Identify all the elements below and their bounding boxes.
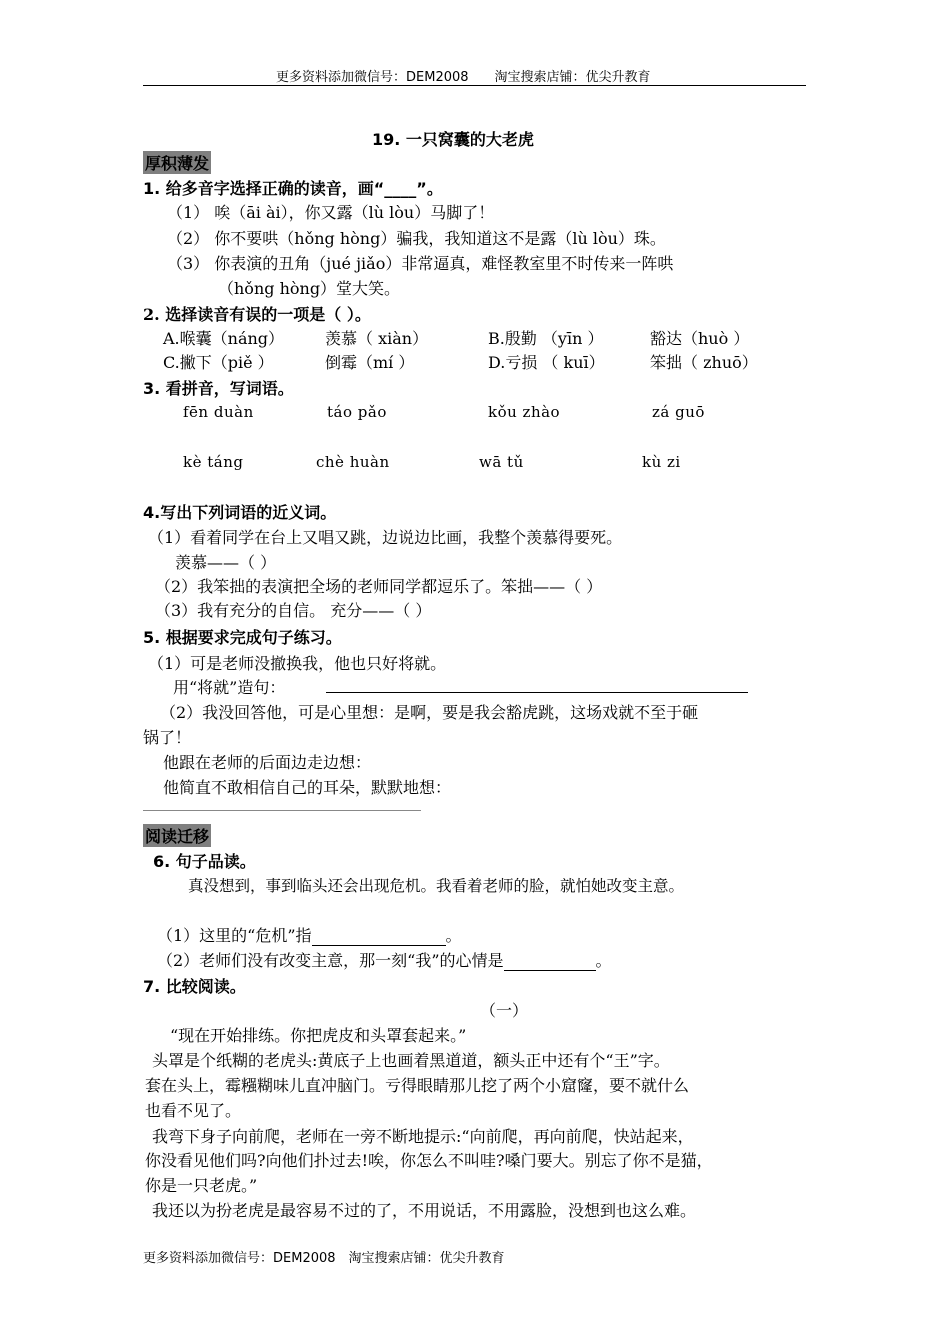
question-6-item-2 <box>157 948 612 971</box>
page-footer: 更多资料添加微信号：DEM2008 淘宝搜索店铺：优尖升教育 <box>143 1251 505 1266</box>
q2-option-c2: 倒霉（mí ） <box>325 353 415 372</box>
question-4-item: （2）我笨拙的表演把全场的老师同学都逗乐了。笨拙——（ ） <box>155 577 603 596</box>
passage-line: 头罩是个纸糊的老虎头:黄底子上也画着黑道道，额头正中还有个“王”字。 <box>152 1051 670 1070</box>
passage-line: 套在头上，霉糨糊味儿直冲脑门。亏得眼睛那儿挖了两个小窟窿，要不就什么 <box>145 1076 690 1095</box>
question-5-stem: 5. 根据要求完成句子练习。 <box>143 628 342 647</box>
passage-line: 你是一只老虎。” <box>145 1176 258 1195</box>
q2-option-a2: 羡慕（ xiàn） <box>325 329 429 348</box>
pinyin-item: fēn duàn <box>183 403 254 421</box>
q6-item2-text: （2）老师们没有改变主意，那一刻“我”的心情是 <box>157 951 504 970</box>
question-5-item: （2）我没回答他，可是心里想：是啊，要是我会豁虎跳，这场戏就不至于砸 <box>160 703 699 722</box>
question-5-item: 他跟在老师的后面边走边想： <box>163 753 372 772</box>
pinyin-item: chè huàn <box>316 453 390 471</box>
pinyin-item: zá guō <box>652 403 705 421</box>
question-2-stem: 2. 选择读音有误的一项是（ ）。 <box>143 305 371 324</box>
question-6-stem: 6. 句子品读。 <box>153 852 256 871</box>
page-header: 更多资料添加微信号：DEM2008 淘宝搜索店铺：优尖升教育 <box>276 70 651 85</box>
section-tag-accumulate: 厚积薄发 <box>143 151 211 174</box>
passage-line: 我弯下身子向前爬，老师在一旁不断地提示:“向前爬，再向前爬，快站起来， <box>152 1127 694 1146</box>
question-3-stem: 3. 看拼音，写词语。 <box>143 379 294 398</box>
q6-item2-end: 。 <box>595 951 612 970</box>
question-1-item: （2） 你不要哄（hǒng hòng）骗我，我知道这不是露（lù lòu）珠。 <box>167 229 666 248</box>
passage-line: 我还以为扮老虎是最容易不过的了，不用说话，不用露脸，没想到也这么难。 <box>152 1201 697 1220</box>
passage-line: “现在开始排练。你把虎皮和头罩套起来。” <box>170 1026 467 1045</box>
question-5-item: （1）可是老师没撤换我，他也只好将就。 <box>148 654 447 673</box>
q2-option-c: C.撇下（piě ） <box>163 353 274 372</box>
question-7-stem: 7. 比较阅读。 <box>143 977 246 996</box>
question-1-item: （1） 唉（āi ài），你又露（lù lòu）马脚了！ <box>167 203 495 222</box>
pinyin-item: kè táng <box>183 453 244 471</box>
question-6-item-1 <box>157 923 462 946</box>
passage-part-label: （一） <box>480 1001 529 1020</box>
divider-line <box>143 810 421 811</box>
question-4-stem: 4.写出下列词语的近义词。 <box>143 503 337 522</box>
passage-line: 也看不见了。 <box>145 1101 242 1120</box>
q2-option-a: A.喉囊（náng） <box>163 329 285 348</box>
page-title: 19. 一只窝囊的大老虎 <box>372 130 534 149</box>
q2-option-b: B.殷勤 （yīn ） <box>488 329 604 348</box>
question-6-quote: 真没想到，事到临头还会出现危机。我看着老师的脸，就怕她改变主意。 <box>188 877 685 895</box>
pinyin-item: kù zi <box>642 453 681 471</box>
q2-option-d: D.亏损 （ kuī） <box>488 353 605 372</box>
pinyin-item: wā tǔ <box>479 453 524 471</box>
question-1-stem: 1. 给多音字选择正确的读音，画“____”。 <box>143 179 443 198</box>
question-4-item: （1）看着同学在台上又唱又跳，边说边比画，我整个羡慕得要死。 <box>148 528 623 547</box>
pinyin-item: kǒu zhào <box>488 403 561 421</box>
question-5-item: 锅了！ <box>143 728 192 747</box>
q6-item1-end: 。 <box>445 926 462 945</box>
answer-line[interactable] <box>326 692 748 693</box>
passage-line: 你没看见他们吗?向他们扑过去!唉，你怎么不叫哇?嗓门要大。别忘了你不是猫， <box>145 1151 713 1170</box>
pinyin-item: táo pǎo <box>327 403 387 421</box>
question-1-item: （hǒng hòng）堂大笑。 <box>218 279 401 298</box>
question-5-item: 用“将就”造句： <box>173 678 286 697</box>
question-5-item: 他简直不敢相信自己的耳朵，默默地想： <box>163 778 452 797</box>
question-1-item: （3） 你表演的丑角（jué jiǎo）非常逼真，难怪教室里不时传来一阵哄 <box>167 254 674 273</box>
question-4-item: 羡慕——（ ） <box>175 553 277 572</box>
header-rule <box>143 85 806 86</box>
question-4-item: （3）我有充分的自信。 充分——（ ） <box>155 601 432 620</box>
q2-option-b2: 豁达（huò ） <box>650 329 750 348</box>
q2-option-d2: 笨拙（ zhuō） <box>650 353 758 372</box>
q6-item1-text: （1）这里的“危机”指 <box>157 926 312 945</box>
answer-blank[interactable] <box>312 926 446 946</box>
answer-blank[interactable] <box>504 951 596 971</box>
section-tag-reading: 阅读迁移 <box>143 824 211 847</box>
